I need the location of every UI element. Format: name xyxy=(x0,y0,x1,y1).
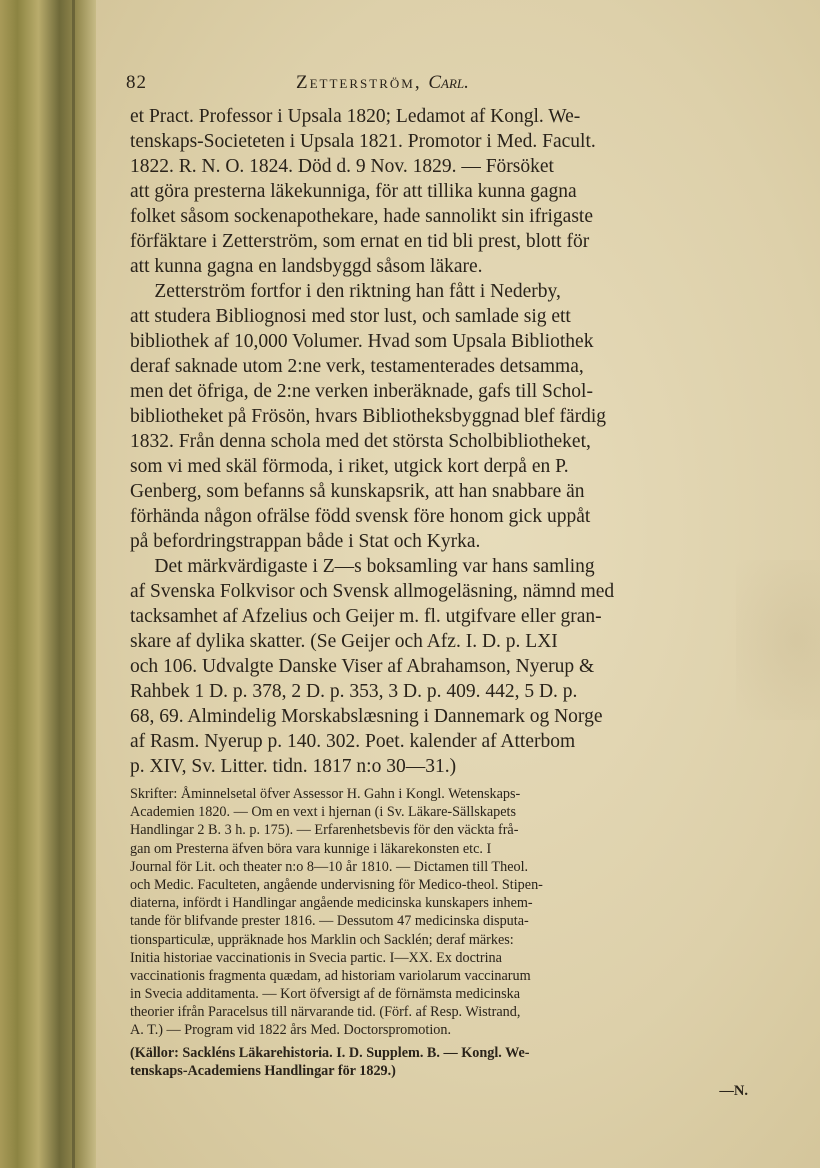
note-line: Journal för Lit. och theater n:o 8—10 år 1810. — Dictamen till Theol. xyxy=(130,858,529,875)
page-header xyxy=(126,72,686,100)
body-line: Rahbek 1 D. p. 378, 2 D. p. 353, 3 D. p. 409. 442, 5 D. p. xyxy=(130,681,578,702)
note-line: Academien 1820. — Om en vext i hjernan (i Sv. Läkare-Sällskapets xyxy=(130,804,516,821)
running-head xyxy=(296,72,469,94)
note-line: theorier ifrån Paracelsus till närvarande tid. (Förf. af Resp. Wistrand, xyxy=(130,1004,521,1021)
spine-shadow-line xyxy=(72,0,75,1168)
note-line: Handlingar 2 B. 3 h. p. 175). — Erfarenhetsbevis för den väckta frå- xyxy=(130,822,519,839)
book-spine-gutter xyxy=(0,0,96,1168)
body-line: Genberg, som befanns så kunskapsrik, att han snabbare än xyxy=(130,481,585,502)
body-line: bibliothek af 10,000 Volumer. Hvad som Upsala Bibliothek xyxy=(130,331,594,352)
note-line: Initia historiae vaccinationis in Svecia partic. I—XX. Ex doctrina xyxy=(130,949,502,966)
note-line: vaccinationis fragmenta quædam, ad historiam variolarum vaccinarum xyxy=(130,967,531,984)
body-line: af Svenska Folkvisor och Svensk allmogeläsning, nämnd med xyxy=(130,581,615,602)
running-head-author: Zetterström, xyxy=(296,72,422,93)
body-line: förhända någon ofrälse född svensk före honom gick uppåt xyxy=(130,506,591,527)
body-text xyxy=(130,104,790,779)
note-line: A. T.) — Program vid 1822 års Med. Doctorspromotion. xyxy=(130,1022,452,1039)
body-line: 1832. Från denna schola med det största Scholbibliotheket, xyxy=(130,431,591,452)
note-line: Skrifter: Åminnelsetal öfver Assessor H. Gahn i Kongl. Wetenskaps- xyxy=(130,786,521,802)
body-line: 1822. R. N. O. 1824. Död d. 9 Nov. 1829. — Försöket xyxy=(130,156,554,177)
sources-line: tenskaps-Academiens Handlingar för 1829.) xyxy=(130,1062,396,1079)
body-line: af Rasm. Nyerup p. 140. 302. Poet. kalender af Atterbom xyxy=(130,731,576,752)
note-line: diaterna, infördt i Handlingar angående medicinska kunskapers inhem- xyxy=(130,895,533,912)
writings-note xyxy=(130,785,790,1040)
body-line: folket såsom sockenapothekare, hade sannolikt sin ifrigaste xyxy=(130,206,593,227)
body-line: att kunna gagna en landsbyggd såsom läkare. xyxy=(130,256,483,277)
body-line: 68, 69. Almindelig Morskabslæsning i Dannemark og Norge xyxy=(130,706,603,727)
body-line: på befordringstrappan både i Stat och Kyrka. xyxy=(130,531,481,552)
note-line: tande för blifvande prester 1816. — Dessutom 47 medicinska disputa- xyxy=(130,913,529,930)
body-line: tenskaps-Societeten i Upsala 1821. Promotor i Med. Facult. xyxy=(130,131,596,152)
body-line: p. XIV, Sv. Litter. tidn. 1817 n:o 30—31.) xyxy=(130,756,457,777)
body-line: att göra presterna läkekunniga, för att tillika kunna gagna xyxy=(130,181,577,202)
author-signature: —N. xyxy=(719,1083,748,1099)
body-line: tacksamhet af Afzelius och Geijer m. fl. utgifvare eller gran- xyxy=(130,606,602,627)
note-line: gan om Presterna äfven böra vara kunnige i läkarekonsten etc. I xyxy=(130,840,492,857)
body-line: förfäktare i Zetterström, som ernat en tid bli prest, blott för xyxy=(130,231,590,252)
sources-line: (Källor: Sackléns Läkarehistoria. I. D. Supplem. B. — Kongl. We- xyxy=(130,1044,530,1061)
page-number: 82 xyxy=(126,72,147,93)
body-line: som vi med skäl förmoda, i riket, utgick kort derpå en P. xyxy=(130,456,569,477)
body-line: deraf saknade utom 2:ne verk, testamenterades detsamma, xyxy=(130,356,584,377)
body-line: Det märkvärdigaste i Z—s boksamling var hans samling xyxy=(130,556,595,577)
body-line: att studera Bibliognosi med stor lust, och samlade sig ett xyxy=(130,306,571,327)
body-line: och 106. Udvalgte Danske Viser af Abrahamson, Nyerup & xyxy=(130,656,595,677)
running-head-given-name: Carl. xyxy=(428,72,469,93)
note-line: och Medic. Faculteten, angående undervisning för Medico-theol. Stipen- xyxy=(130,876,543,893)
body-line: men det öfriga, de 2:ne verken inberäknade, gafs till Schol- xyxy=(130,381,593,402)
body-line: et Pract. Professor i Upsala 1820; Ledamot af Kongl. We- xyxy=(130,106,581,127)
main-text-block xyxy=(130,104,790,1100)
body-line: skare af dylika skatter. (Se Geijer och Afz. I. D. p. LXI xyxy=(130,631,558,652)
sources-note xyxy=(130,1044,790,1080)
note-line: in Svecia additamenta. — Kort öfversigt af de förnämsta medicinska xyxy=(130,986,521,1003)
body-line: bibliotheket på Frösön, hvars Bibliotheksbyggnad blef färdig xyxy=(130,406,607,427)
note-line: tionsparticulæ, uppräknade hos Marklin och Sacklén; deraf märkes: xyxy=(130,931,514,948)
body-line: Zetterström fortfor i den riktning han fått i Nederby, xyxy=(130,281,561,302)
